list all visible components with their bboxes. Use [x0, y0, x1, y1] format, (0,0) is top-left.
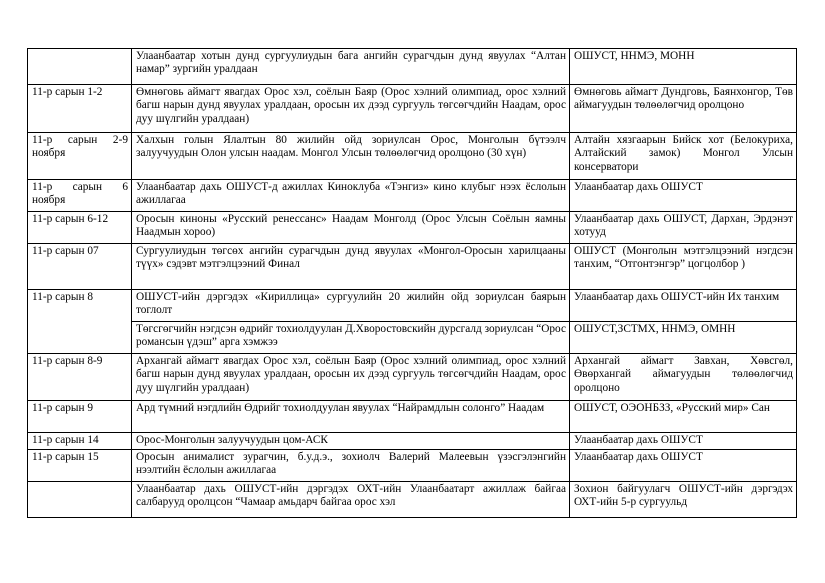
- event-cell: Халхын голын Ялалтын 80 жилийн ойд зориулсан Орос, Монголын бүтээлч залуучуудын Олон улсын наадам. Монгол Улсын төлөөлөгчид оролцоно (30 хүн): [132, 133, 570, 180]
- date-cell: 11-р сарын 1-2: [28, 85, 132, 133]
- date-cell: 11-р сарын 6-12: [28, 212, 132, 244]
- organizer-cell: Архангай аймагт Завхан, Хөвсгөл, Өвөрхангай аймагуудын төлөөлөгчид оролцоно: [570, 354, 797, 401]
- organizer-cell: ОШУСТ (Монголын мэтгэлцээний нэгдсэн танхим, “Отгонтэнгэр” цогцолбор ): [570, 244, 797, 290]
- table-row: [28, 212, 797, 244]
- table-row: [28, 354, 797, 401]
- event-cell: Төгсгөгчийн нэгдсэн өдрийг тохиолдуулан Д.Хворостовскийн дурсгалд зориулсан “Орос романсын үдэш” арга хэмжээ: [132, 322, 570, 354]
- event-cell: Оросын киноны «Русский ренессанс» Наадам Монголд (Орос Улсын Соёлын яамны Наадмын хороо): [132, 212, 570, 244]
- organizer-cell: Улаанбаатар дахь ОШУСТ: [570, 433, 797, 450]
- date-cell: 11-р сарын 9: [28, 401, 132, 433]
- event-cell: Өмнөговь аймагт явагдах Орос хэл, соёлын Баяр (Орос хэлний олимпиад, орос хэлний багш нарын дунд явуулах уралдаан, оросын их дээд сургууль төгсөгчдийн Наадам, орос дуу шүлгийн уралдаан): [132, 85, 570, 133]
- organizer-cell: Алтайн хязгаарын Бийск хот (Белокуриха, Алтайский замок) Монгол Улсын консерватори: [570, 133, 797, 180]
- table-row: [28, 133, 797, 180]
- date-cell: [28, 49, 132, 85]
- date-cell: 11-р сарын 14: [28, 433, 132, 450]
- date-cell: 11-р сарын 8-9: [28, 354, 132, 401]
- date-cell: 11-р сарын 07: [28, 244, 132, 290]
- organizer-cell: ОШУСТ, ОЭОНБЗЗ, «Русский мир» Сан: [570, 401, 797, 433]
- organizer-cell: Улаанбаатар дахь ОШУСТ: [570, 180, 797, 212]
- organizer-cell: ОШУСТ,ЗСТМХ, ННМЭ, ОМНН: [570, 322, 797, 354]
- date-cell: 11-р сарын 6 ноября: [28, 180, 132, 212]
- organizer-cell: Өмнөговь аймагт Дундговь, Баянхонгор, Төв аймагуудын төлөөлөгчид оролцоно: [570, 85, 797, 133]
- organizer-cell: Улаанбаатар дахь ОШУСТ: [570, 450, 797, 482]
- event-cell: Архангай аймагт явагдах Орос хэл, соёлын Баяр (Орос хэлний олимпиад, орос хэлний багш нарын дунд явуулах уралдаан, оросын их дээд сургууль төгсөгчдийн Наадам, орос дуу шүлгийн уралдаан): [132, 354, 570, 401]
- date-cell: [28, 482, 132, 518]
- event-cell: Улаанбаатар хотын дунд сургуулиудын бага ангийн сурагчдын дунд явуулах “Алтан намар” зургийн уралдаан: [132, 49, 570, 85]
- event-cell: Улаанбаатар дахь ОШУСТ-ийн дэргэдэх ОХТ-ийн Улаанбаатарт ажиллаж байгаа салбарууд оролцсон “Чамаар амьдарч байгаа орос хэл: [132, 482, 570, 518]
- organizer-cell: Улаанбаатар дахь ОШУСТ-ийн Их танхим: [570, 290, 797, 322]
- event-cell: Улаанбаатар дахь ОШУСТ-д ажиллах Киноклуба «Тэнгиз» кино клубыг нээх ёслолын ажиллагаа: [132, 180, 570, 212]
- table-row: [28, 322, 797, 354]
- table-row: [28, 180, 797, 212]
- event-cell: Сургуулиудын төгсөх ангийн сурагчдын дунд явуулах «Монгол-Оросын харилцааны түүх» сэдэвт мэтгэлцээний Финал: [132, 244, 570, 290]
- event-cell: Оросын анималист зурагчин, б.у.д.э., зохиолч Валерий Малеевын үзэсгэлэнгийн нээлтийн ёслолын ажиллагаа: [132, 450, 570, 482]
- table-row: [28, 49, 797, 85]
- event-cell: ОШУСТ-ийн дэргэдэх «Кириллица» сургуулийн 20 жилийн ойд зориулсан баярын тоглолт: [132, 290, 570, 322]
- event-cell: Орос-Монголын залуучуудын цом-АСК: [132, 433, 570, 450]
- event-cell: Ард түмний нэгдлийн Өдрийг тохиолдуулан явуулах “Найрамдлын солонго” Наадам: [132, 401, 570, 433]
- table-row: [28, 433, 797, 450]
- table-row: [28, 482, 797, 518]
- table-row: [28, 450, 797, 482]
- table-row: [28, 244, 797, 290]
- organizer-cell: Улаанбаатар дахь ОШУСТ, Дархан, Эрдэнэт хотууд: [570, 212, 797, 244]
- date-cell: 11-р сарын 8: [28, 290, 132, 354]
- date-cell: 11-р сарын 2-9 ноября: [28, 133, 132, 180]
- table-row: [28, 401, 797, 433]
- organizer-cell: Зохион байгуулагч ОШУСТ-ийн дэргэдэх ОХТ-ийн 5-р сургуульд: [570, 482, 797, 518]
- organizer-cell: ОШУСТ, ННМЭ, МОНН: [570, 49, 797, 85]
- event-schedule-table: [27, 48, 797, 518]
- date-cell: 11-р сарын 15: [28, 450, 132, 482]
- table-row: [28, 290, 797, 322]
- table-row: [28, 85, 797, 133]
